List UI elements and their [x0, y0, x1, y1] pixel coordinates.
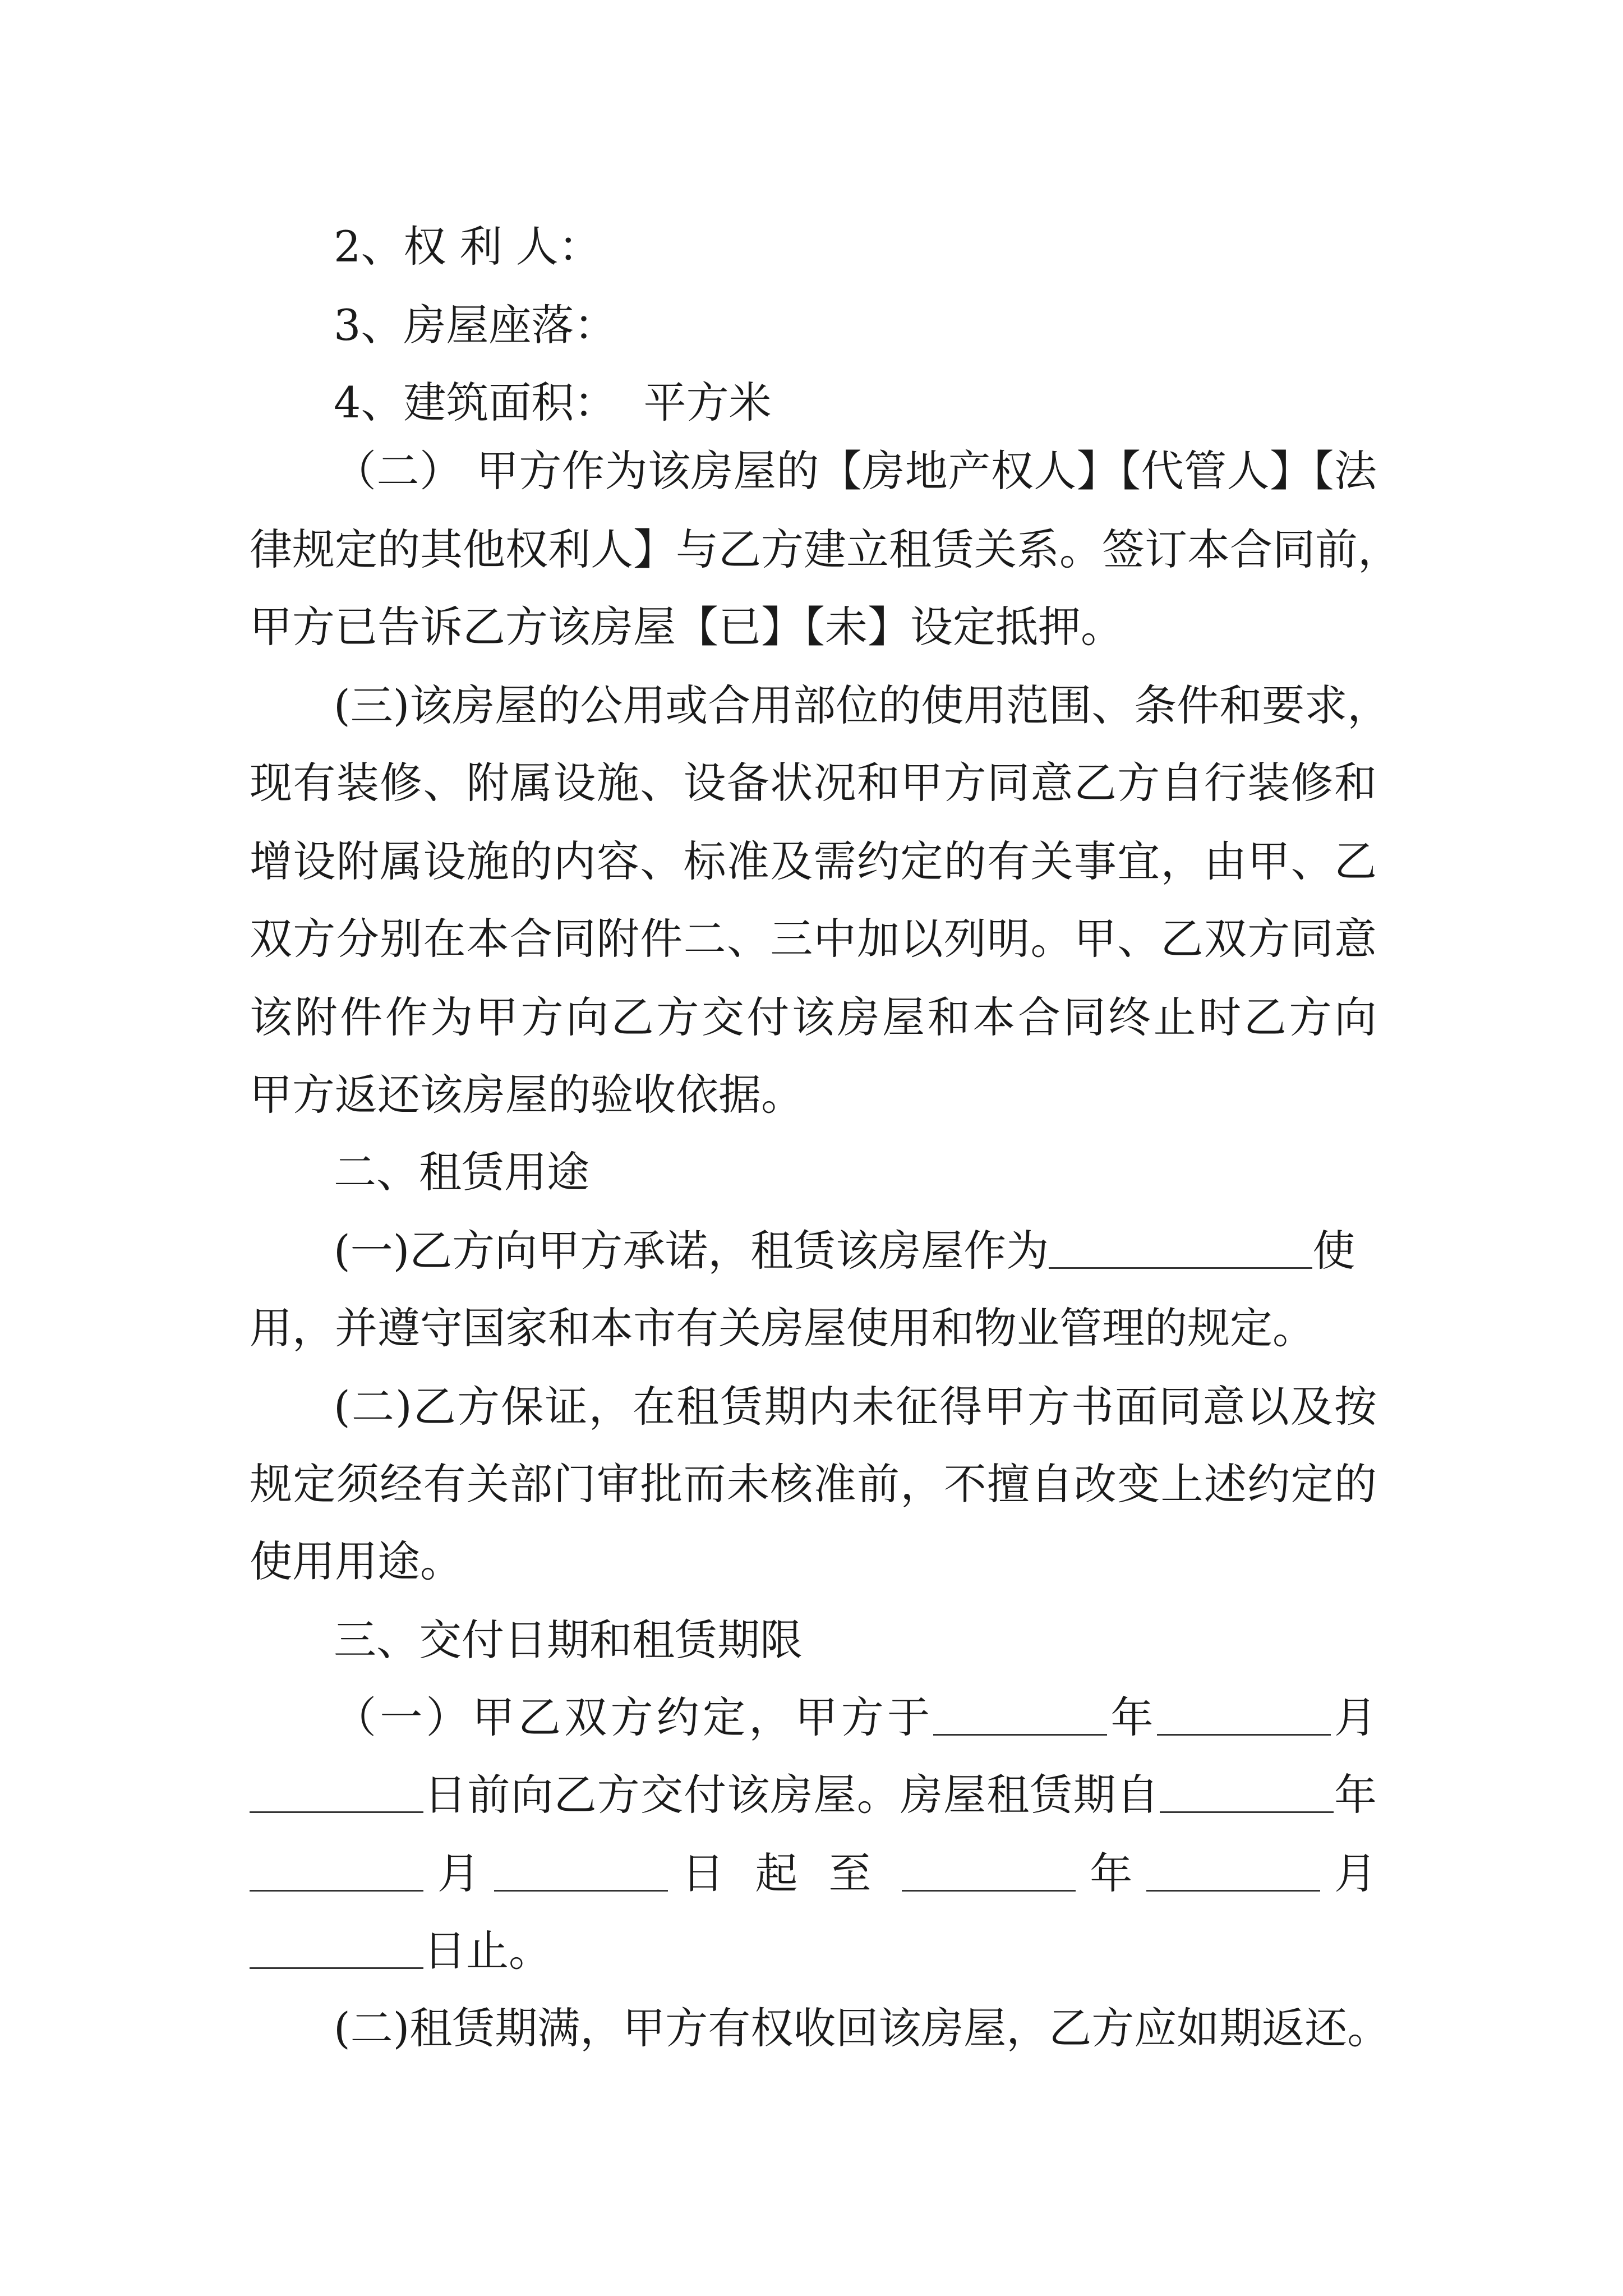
para-1-3-line-5: 该附件作为甲方向乙方交付该房屋和本合同终止时乙方向: [250, 992, 1377, 1042]
para-1-3-line-4: 双方分别在本合同附件二、三中加以列明。甲、乙双方同意: [250, 914, 1377, 964]
usage-blank: [1049, 1225, 1312, 1269]
item-2-rights-holder: 2、权 利 人：: [334, 222, 601, 272]
para-2-2-line-3: 使用用途。: [250, 1536, 463, 1586]
para-3-1-line-2: [250, 1761, 1377, 1829]
end-day-blank: [250, 1925, 423, 1969]
start-month-label: 月: [423, 1848, 494, 1898]
month-label: 月: [1330, 1692, 1377, 1742]
end-month-blank: [1146, 1847, 1320, 1892]
para-1-3-line-3: 增设附属设施的内容、标准及需约定的有关事宜，由甲、乙: [250, 836, 1377, 886]
delivery-day-blank: [250, 1769, 423, 1813]
para-2-2-line-1: (二)乙方保证，在租赁期内未征得甲方书面同意以及按: [334, 1382, 1377, 1432]
end-month-label: 月: [1320, 1848, 1377, 1898]
item-4-floor-area: 4、建筑面积： 平方米: [334, 378, 772, 427]
para-1-2-line-2: 律规定的其他权利人】与乙方建立租赁关系。签订本合同前，: [250, 524, 1400, 574]
para-3-1-line-1: [334, 1684, 1377, 1751]
para-1-3-line-1: (三)该房屋的公用或合用部位的使用范围、条件和要求，: [334, 680, 1390, 730]
para-3-1-line-4: [250, 1917, 1377, 1985]
para-2-2-line-2: 规定须经有关部门审批而未核准前，不擅自改变上述约定的: [250, 1459, 1377, 1509]
item-3-location: 3、房屋座落：: [334, 300, 617, 350]
start-day-label: 日起至: [667, 1848, 902, 1898]
year-label: 年: [1107, 1692, 1157, 1742]
section-2-heading: 二、租赁用途: [334, 1147, 589, 1197]
para-2-1-line-1: [334, 1217, 1377, 1285]
para-1-2-line-3: 甲方已告诉乙方该房屋【已】【未】设定抵押。: [250, 602, 1123, 652]
start-day-blank: [494, 1847, 668, 1892]
para-2-1-line-2: 用，并遵守国家和本市有关房屋使用和物业管理的规定。: [250, 1303, 1315, 1353]
para-3-1-text-2: 日前向乙方交付该房屋。房屋租赁期自: [423, 1770, 1160, 1820]
delivery-year-blank: [933, 1691, 1107, 1736]
para-3-1-line-3: [250, 1840, 1377, 1907]
para-3-1-text: （一）甲乙双方约定，甲方于: [334, 1692, 934, 1742]
delivery-month-blank: [1157, 1691, 1331, 1736]
end-year-label: 年: [1076, 1848, 1147, 1898]
para-1-2-line-1: （二） 甲方作为该房屋的【房地产权人】【代管人】【法: [334, 446, 1377, 496]
end-day-label: 日止。: [423, 1926, 551, 1976]
para-3-2-line-1: (二)租赁期满，甲方有权收回该房屋，乙方应如期返还。: [334, 2003, 1390, 2053]
end-year-blank: [902, 1847, 1076, 1892]
start-month-blank: [250, 1847, 423, 1892]
para-1-3-line-2: 现有装修、附属设施、设备状况和甲方同意乙方自行装修和: [250, 758, 1377, 808]
section-3-heading: 三、交付日期和租赁期限: [334, 1615, 803, 1665]
para-1-3-line-6: 甲方返还该房屋的验收依据。: [250, 1070, 804, 1120]
para-2-1-text: (一)乙方向甲方承诺，租赁该房屋作为: [334, 1226, 1049, 1276]
start-year-blank: [1160, 1769, 1334, 1813]
para-2-1-suffix: 使: [1312, 1226, 1355, 1276]
start-year-label: 年: [1333, 1770, 1377, 1820]
